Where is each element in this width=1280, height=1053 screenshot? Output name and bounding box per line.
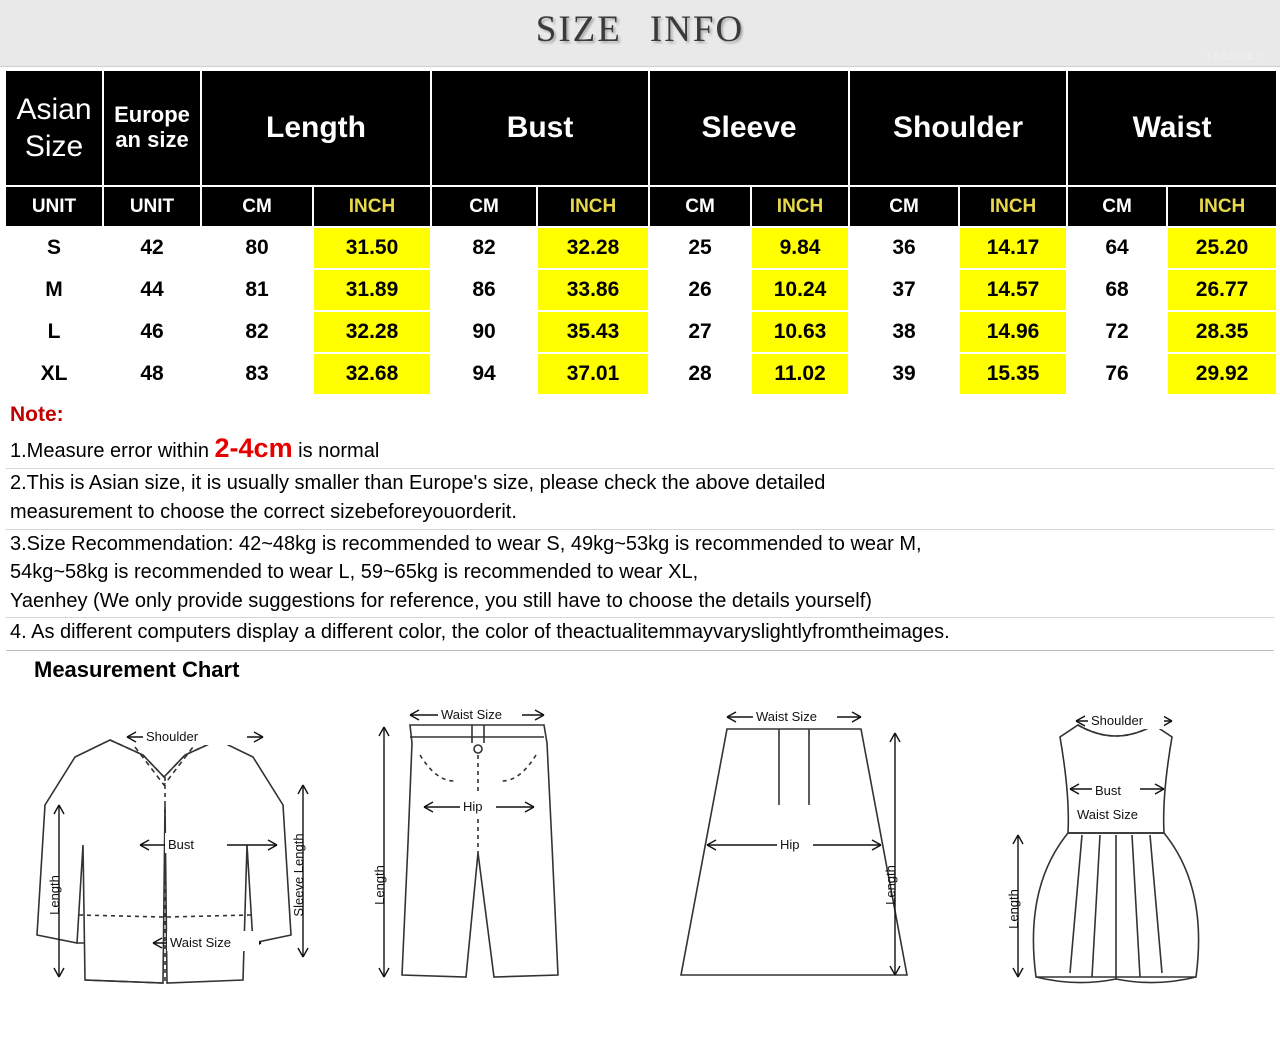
cell-euro: 46 [103,311,201,353]
group-header-asian-line2: Size [24,130,84,163]
cell-bust-inch: 37.01 [537,353,649,395]
size-table-wrapper [0,69,1280,396]
note-line-3b: 54kg~58kg is recommended to wear L, 59~65kg is recommended to wear XL, [10,561,699,584]
cell-asian: S [5,227,103,269]
unit-bust-inch: INCH [537,186,649,227]
watermark: YAENHEY [1205,50,1264,62]
cell-waist-cm: 76 [1067,353,1167,395]
figure-dress [966,685,1266,985]
cell-sleeve-inch: 10.63 [751,311,849,353]
group-header-waist: Waist [1067,70,1277,186]
label-skirt-length: Length [882,865,898,905]
cell-waist-inch: 29.92 [1167,353,1277,395]
unit-length-cm: CM [201,186,313,227]
cell-shoulder-inch: 14.17 [959,227,1067,269]
cell-bust-cm: 94 [431,353,537,395]
unit-shoulder-cm: CM [849,186,959,227]
cell-waist-inch: 26.77 [1167,269,1277,311]
note-1-text-b: is normal [292,439,380,462]
dress-diagram-icon [966,685,1266,985]
note-line-2: 2.This is Asian size, it is usually smaller than Europe's size, please check the above detailed [10,472,826,495]
note-line-3c: Yaenhey (We only provide suggestions for reference, you still have to choose the details yourself) [10,589,872,612]
label-skirt-waist: Waist Size [755,708,817,724]
group-header-asian-line1: Asian [16,92,92,126]
cell-length-cm: 83 [201,353,313,395]
group-header-euro-line2: an size [115,127,189,152]
unit-sleeve-cm: CM [649,186,751,227]
label-skirt-hip: Hip [779,836,800,852]
group-header-euro-line1: Europe [114,102,190,128]
note-line-4: 4. As different computers display a different color, the color of theactualitemmayvaryslightlyfromtheimages. [10,621,950,644]
figure-jacket [15,685,315,985]
group-header-length: Length [201,70,431,186]
cell-waist-cm: 68 [1067,269,1167,311]
unit-euro: UNIT [103,186,201,227]
cell-length-cm: 81 [201,269,313,311]
cell-asian: XL [5,353,103,395]
table-row [5,311,1277,353]
page-title [0,8,1280,51]
group-header-shoulder: Shoulder [849,70,1067,186]
cell-sleeve-inch: 9.84 [751,227,849,269]
cell-sleeve-cm: 25 [649,227,751,269]
notes-title: Note: [10,403,64,426]
cell-bust-inch: 33.86 [537,269,649,311]
label-dress-waist: Waist Size [1076,806,1138,822]
note-1-highlight: 2-4cm [214,432,293,463]
table-unit-row [5,186,1277,227]
group-header-asian-size [5,70,103,186]
page-title-left: SIZE [535,9,622,50]
figure-pants [332,685,632,985]
cell-sleeve-inch: 11.02 [751,353,849,395]
cell-sleeve-cm: 28 [649,353,751,395]
cell-shoulder-cm: 36 [849,227,959,269]
table-row [5,353,1277,395]
cell-waist-cm: 72 [1067,311,1167,353]
unit-shoulder-inch: INCH [959,186,1067,227]
cell-bust-inch: 32.28 [537,227,649,269]
unit-asian: UNIT [5,186,103,227]
cell-length-inch: 31.50 [313,227,431,269]
label-dress-bust: Bust [1094,782,1121,798]
unit-length-inch: INCH [313,186,431,227]
table-row [5,227,1277,269]
table-row [5,269,1277,311]
cell-length-cm: 80 [201,227,313,269]
label-jacket-shoulder: Shoulder [145,728,198,744]
label-dress-shoulder: Shoulder [1090,712,1143,728]
cell-euro: 44 [103,269,201,311]
cell-bust-cm: 82 [431,227,537,269]
cell-length-inch: 31.89 [313,269,431,311]
group-header-european-size [103,70,201,186]
cell-sleeve-inch: 10.24 [751,269,849,311]
table-group-header-row [5,70,1277,186]
group-header-sleeve: Sleeve [649,70,849,186]
cell-waist-inch: 25.20 [1167,227,1277,269]
cell-waist-inch: 28.35 [1167,311,1277,353]
cell-length-inch: 32.68 [313,353,431,395]
cell-length-cm: 82 [201,311,313,353]
cell-shoulder-cm: 37 [849,269,959,311]
page-title-right: INFO [649,9,745,50]
cell-bust-inch: 35.43 [537,311,649,353]
figure-skirt [649,685,949,985]
cell-shoulder-inch: 15.35 [959,353,1067,395]
note-line-2b: measurement to choose the correct sizebeforeyouorderit. [10,501,517,524]
cell-euro: 48 [103,353,201,395]
label-pants-length: Length [371,865,387,905]
unit-bust-cm: CM [431,186,537,227]
measurement-figures [6,685,1274,985]
measurement-chart-section [6,650,1274,985]
cell-shoulder-cm: 38 [849,311,959,353]
cell-shoulder-inch: 14.96 [959,311,1067,353]
size-table [4,69,1278,396]
label-jacket-bust: Bust [167,836,194,852]
label-dress-length: Length [1005,889,1021,929]
label-jacket-sleeve: Sleeve Length [290,833,306,917]
header [0,0,1280,67]
note-1-text-a: 1.Measure error within [10,439,215,462]
group-header-bust: Bust [431,70,649,186]
cell-shoulder-inch: 14.57 [959,269,1067,311]
label-jacket-waist: Waist Size [169,934,231,950]
measurement-chart-title: Measurement Chart [34,656,240,682]
pants-diagram-icon [332,685,632,985]
label-jacket-length: Length [46,875,62,915]
cell-asian: M [5,269,103,311]
label-pants-hip: Hip [462,798,483,814]
cell-waist-cm: 64 [1067,227,1167,269]
note-line-1 [10,431,1274,466]
unit-sleeve-inch: INCH [751,186,849,227]
label-pants-waist: Waist Size [440,706,502,722]
cell-length-inch: 32.28 [313,311,431,353]
unit-waist-inch: INCH [1167,186,1277,227]
cell-sleeve-cm: 26 [649,269,751,311]
skirt-diagram-icon [649,685,949,985]
cell-bust-cm: 90 [431,311,537,353]
cell-bust-cm: 86 [431,269,537,311]
jacket-diagram-icon [15,685,315,985]
notes-section [0,396,1280,646]
cell-asian: L [5,311,103,353]
unit-waist-cm: CM [1067,186,1167,227]
cell-shoulder-cm: 39 [849,353,959,395]
cell-euro: 42 [103,227,201,269]
cell-sleeve-cm: 27 [649,311,751,353]
note-line-3: 3.Size Recommendation: 42~48kg is recommended to wear S, 49kg~53kg is recommended to wear M, [10,532,922,555]
